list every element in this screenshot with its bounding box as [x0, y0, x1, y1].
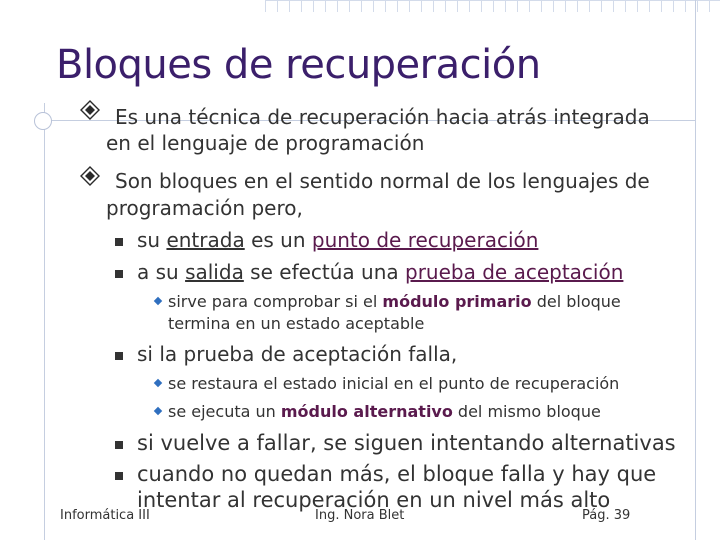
footer-author: Ing. Nora Blet — [315, 508, 405, 523]
sub-entry-pre: su — [137, 228, 167, 252]
sub-fail: si la prueba de aceptación falla, — [137, 342, 458, 366]
footer-page-number: Pág. 39 — [582, 508, 631, 523]
sub-exit-pre: a su — [137, 260, 186, 284]
sub-exit-mid: se efectúa una — [243, 260, 406, 284]
acceptance-test-term: prueba de aceptación — [405, 260, 624, 284]
small-diamond-bullet-icon — [154, 407, 162, 415]
header-grid-decoration — [265, 0, 720, 12]
slide-title: Bloques de recuperación — [56, 42, 541, 88]
alt-pre: se ejecuta un — [168, 402, 281, 421]
sub-exit — [137, 256, 623, 288]
primary-module-term: módulo primario — [382, 292, 532, 311]
diamond-bullet-icon — [80, 166, 100, 186]
corner-circle-decoration — [34, 112, 52, 130]
sub-entry-mid: es un — [244, 228, 312, 252]
purpose-line2: termina en un estado aceptable — [168, 314, 425, 333]
left-rule — [44, 103, 45, 540]
bullet1-line2: en el lenguaje de programación — [106, 131, 425, 155]
bullet1-line1: Es una técnica de recuperación hacia atrás integrada — [115, 105, 650, 129]
square-bullet-icon — [115, 270, 123, 278]
entrada-term: entrada — [166, 228, 245, 252]
diamond-bullet-icon — [80, 100, 100, 120]
alt-post: del mismo bloque — [452, 402, 601, 421]
square-bullet-icon — [115, 441, 123, 449]
footer-course: Informática III — [60, 508, 150, 523]
restore-line: se restaura el estado inicial en el punto de recuperación — [168, 374, 620, 393]
square-bullet-icon — [115, 352, 123, 360]
sub-nomore-line1: cuando no quedan más, el bloque falla y hay que — [137, 462, 657, 486]
sub-entry — [137, 224, 538, 256]
bullet2-line2: programación pero, — [106, 196, 303, 220]
sub-again: si vuelve a fallar, se siguen intentando alternativas — [137, 431, 676, 455]
square-bullet-icon — [115, 238, 123, 246]
purpose-line1 — [168, 291, 621, 313]
alternative-module-term: módulo alternativo — [280, 402, 453, 421]
bullet2-line1: Son bloques en el sentido normal de los lenguajes de — [115, 169, 650, 193]
salida-term: salida — [185, 260, 244, 284]
purpose-post: del bloque — [531, 292, 621, 311]
small-diamond-bullet-icon — [154, 297, 162, 305]
purpose-pre: sirve para comprobar si el — [168, 292, 383, 311]
small-diamond-bullet-icon — [154, 379, 162, 387]
recovery-point-term: punto de recuperación — [311, 228, 539, 252]
sub-nomore-line2: intentar al recuperación en un nivel más alto — [137, 488, 611, 512]
square-bullet-icon — [115, 472, 123, 480]
right-rule — [695, 0, 696, 540]
alt-module-line — [168, 401, 601, 423]
